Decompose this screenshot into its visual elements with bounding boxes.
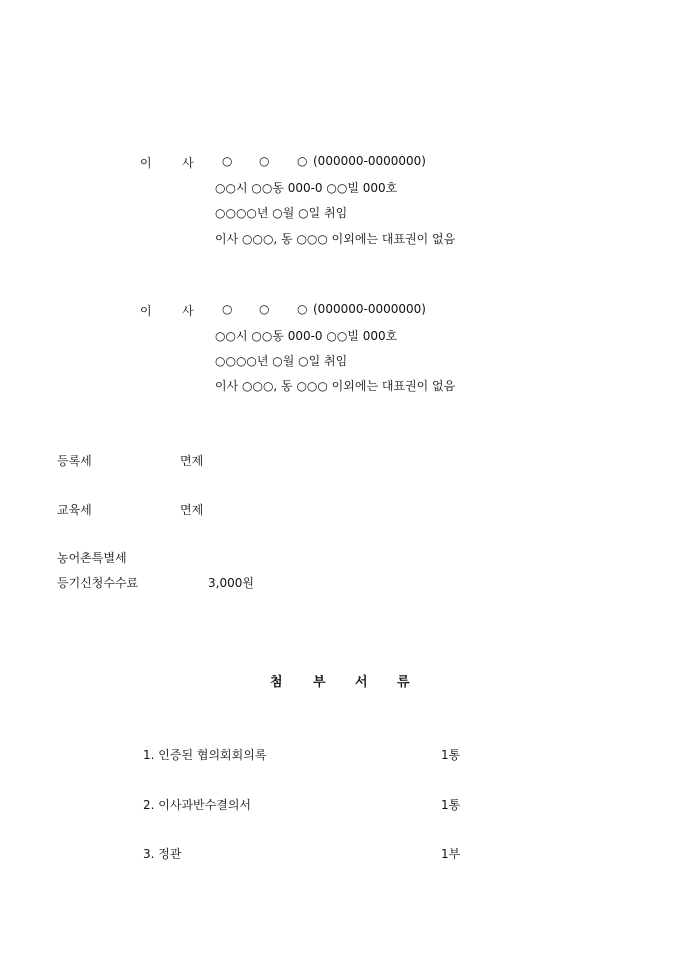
attachments-title-char-2: 부 bbox=[313, 675, 326, 690]
director-1-id-number: (000000-0000000) bbox=[313, 154, 426, 168]
attachment-item-1-qty: 1통 bbox=[441, 748, 461, 762]
director-1-appointment: ○○○○년 ○월 ○일 취임 bbox=[215, 206, 348, 220]
director-1-address: ○○시 ○○동 000-0 ○○빌 000호 bbox=[215, 181, 398, 195]
director-2-note: 이사 ○○○, 동 ○○○ 이외에는 대표권이 없음 bbox=[215, 379, 456, 393]
director-2-id-number: (000000-0000000) bbox=[313, 302, 426, 316]
registration-tax-label: 등록세 bbox=[57, 454, 92, 468]
attachments-title-char-1: 첨 bbox=[270, 675, 283, 690]
attachments-title-char-4: 류 bbox=[397, 675, 410, 690]
filing-fee-value: 3,000원 bbox=[208, 576, 254, 590]
director-1-name-mark-1: ○ bbox=[222, 154, 233, 168]
attachment-item-3-qty: 1부 bbox=[441, 847, 461, 861]
director-1-role-char-1: 이 bbox=[140, 156, 152, 170]
attachments-title-char-3: 서 bbox=[355, 675, 368, 690]
director-2-name-mark-2: ○ bbox=[259, 302, 270, 316]
rural-special-tax-label: 농어촌특별세 bbox=[57, 551, 127, 565]
director-1-name-mark-2: ○ bbox=[259, 154, 270, 168]
director-2-address: ○○시 ○○동 000-0 ○○빌 000호 bbox=[215, 329, 398, 343]
director-1-role-char-2: 사 bbox=[182, 156, 194, 170]
education-tax-value: 면제 bbox=[180, 503, 204, 517]
director-2-name-mark-1: ○ bbox=[222, 302, 233, 316]
attachment-item-2-label: 2. 이사과반수결의서 bbox=[143, 798, 252, 812]
director-2-appointment: ○○○○년 ○월 ○일 취임 bbox=[215, 354, 348, 368]
attachment-item-2-qty: 1통 bbox=[441, 798, 461, 812]
director-1-note: 이사 ○○○, 동 ○○○ 이외에는 대표권이 없음 bbox=[215, 232, 456, 246]
registration-tax-value: 면제 bbox=[180, 454, 204, 468]
director-2-role-char-2: 사 bbox=[182, 304, 194, 318]
director-2-role-char-1: 이 bbox=[140, 304, 152, 318]
education-tax-label: 교육세 bbox=[57, 503, 92, 517]
attachment-item-3-label: 3. 정관 bbox=[143, 847, 182, 861]
attachment-item-1-label: 1. 인증된 협의회회의록 bbox=[143, 748, 267, 762]
director-2-name-mark-3: ○ bbox=[297, 302, 308, 316]
filing-fee-label: 등기신청수수료 bbox=[57, 576, 139, 590]
director-1-name-mark-3: ○ bbox=[297, 154, 308, 168]
